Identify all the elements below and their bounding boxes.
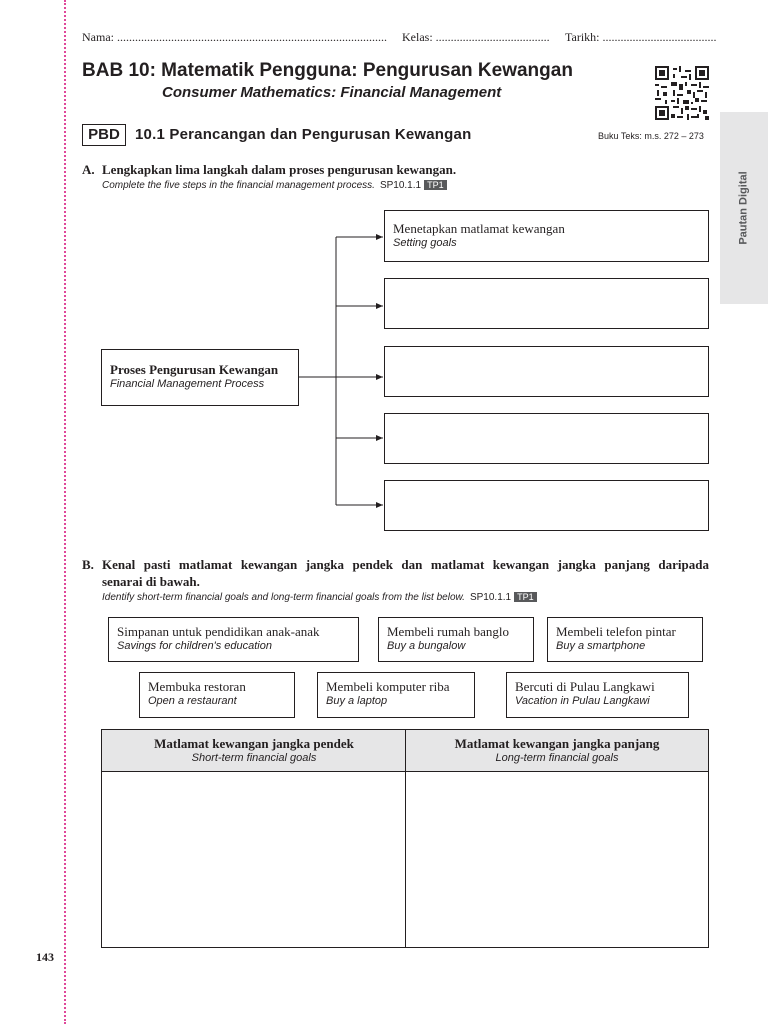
process-source-box (101, 349, 299, 406)
long-term-answer-cell[interactable] (406, 772, 708, 947)
question-b-translation-text: Identify short-term financial goals and long-term financial goals from the list below. (102, 592, 465, 603)
goal-item-en: Buy a bungalow (387, 640, 466, 652)
process-source-en: Financial Management Process (110, 378, 265, 390)
question-a-translation-text: Complete the five steps in the financial management process. (102, 180, 375, 191)
name-field[interactable]: Nama: .......................................................................................... (82, 30, 387, 44)
long-term-header-ms: Matlamat kewangan jangka panjang (454, 736, 660, 751)
goal-item-en: Savings for children's education (117, 640, 272, 652)
question-b-text-line2: senarai di bawah. (102, 574, 200, 589)
process-source-ms: Proses Pengurusan Kewangan (110, 362, 279, 377)
goal-item-ms: Membuka restoran (148, 679, 246, 694)
goal-item-ms: Simpanan untuk pendidikan anak-anak (117, 624, 320, 639)
chapter-title: BAB 10: Matematik Pengguna: Pengurusan Kewangan (82, 60, 573, 81)
step-label-ms: Menetapkan matlamat kewangan (393, 221, 565, 236)
question-a-letter: A. (82, 162, 95, 177)
goals-table (101, 729, 709, 948)
question-a-text: Lengkapkan lima langkah dalam proses pengurusan kewangan. (102, 162, 457, 177)
goal-item-ms: Membeli telefon pintar (556, 624, 676, 639)
step-box[interactable] (384, 210, 709, 262)
step-box[interactable] (384, 346, 709, 397)
page-number: 143 (36, 950, 54, 964)
pbd-badge: PBD (82, 124, 126, 146)
step-box[interactable] (384, 278, 709, 329)
goal-item-en: Vacation in Pulau Langkawi (515, 695, 650, 707)
long-term-header (406, 730, 708, 772)
question-b-translation (102, 592, 537, 603)
goal-item[interactable] (506, 672, 689, 718)
question-a-code: SP10.1.1 (379, 180, 422, 191)
question-b-text-line1: Kenal pasti matlamat kewangan jangka pendek dan matlamat kewangan jangka panjang daripada (102, 557, 709, 572)
goal-item[interactable] (317, 672, 475, 718)
goal-item-ms: Membeli rumah banglo (387, 624, 510, 639)
textbook-reference: Buku Teks: m.s. 272 – 273 (598, 131, 704, 141)
question-b-letter: B. (82, 557, 94, 572)
long-term-header-en: Long-term financial goals (495, 752, 619, 764)
goal-item[interactable] (108, 617, 359, 662)
class-field[interactable]: Kelas: ...................................... (402, 30, 550, 44)
date-field[interactable]: Tarikh: ...................................... (565, 30, 717, 44)
step-box[interactable] (384, 413, 709, 464)
step-label-en: Setting goals (393, 237, 457, 249)
goal-item[interactable] (378, 617, 534, 662)
short-term-header-ms: Matlamat kewangan jangka pendek (154, 736, 354, 751)
short-term-header-en: Short-term financial goals (191, 752, 317, 764)
question-b-code: SP10.1.1 (469, 592, 512, 603)
question-a-tp-badge: TP1 (424, 180, 447, 190)
goal-item[interactable] (547, 617, 703, 662)
goal-item-en: Buy a smartphone (556, 640, 646, 652)
step-box[interactable] (384, 480, 709, 531)
goal-item-en: Buy a laptop (326, 695, 388, 707)
short-term-header (102, 730, 406, 772)
digital-link-tab-label: Pautan Digital (738, 171, 750, 245)
chapter-subtitle: Consumer Mathematics: Financial Management (162, 84, 502, 101)
goal-item[interactable] (139, 672, 295, 718)
question-b-tp-badge: TP1 (514, 592, 537, 602)
goal-item-en: Open a restaurant (148, 695, 237, 707)
goal-item-ms: Membeli komputer riba (326, 679, 450, 694)
short-term-answer-cell[interactable] (102, 772, 405, 947)
section-title: 10.1 Perancangan dan Pengurusan Kewangan (135, 126, 472, 143)
goal-item-ms: Bercuti di Pulau Langkawi (515, 679, 655, 694)
